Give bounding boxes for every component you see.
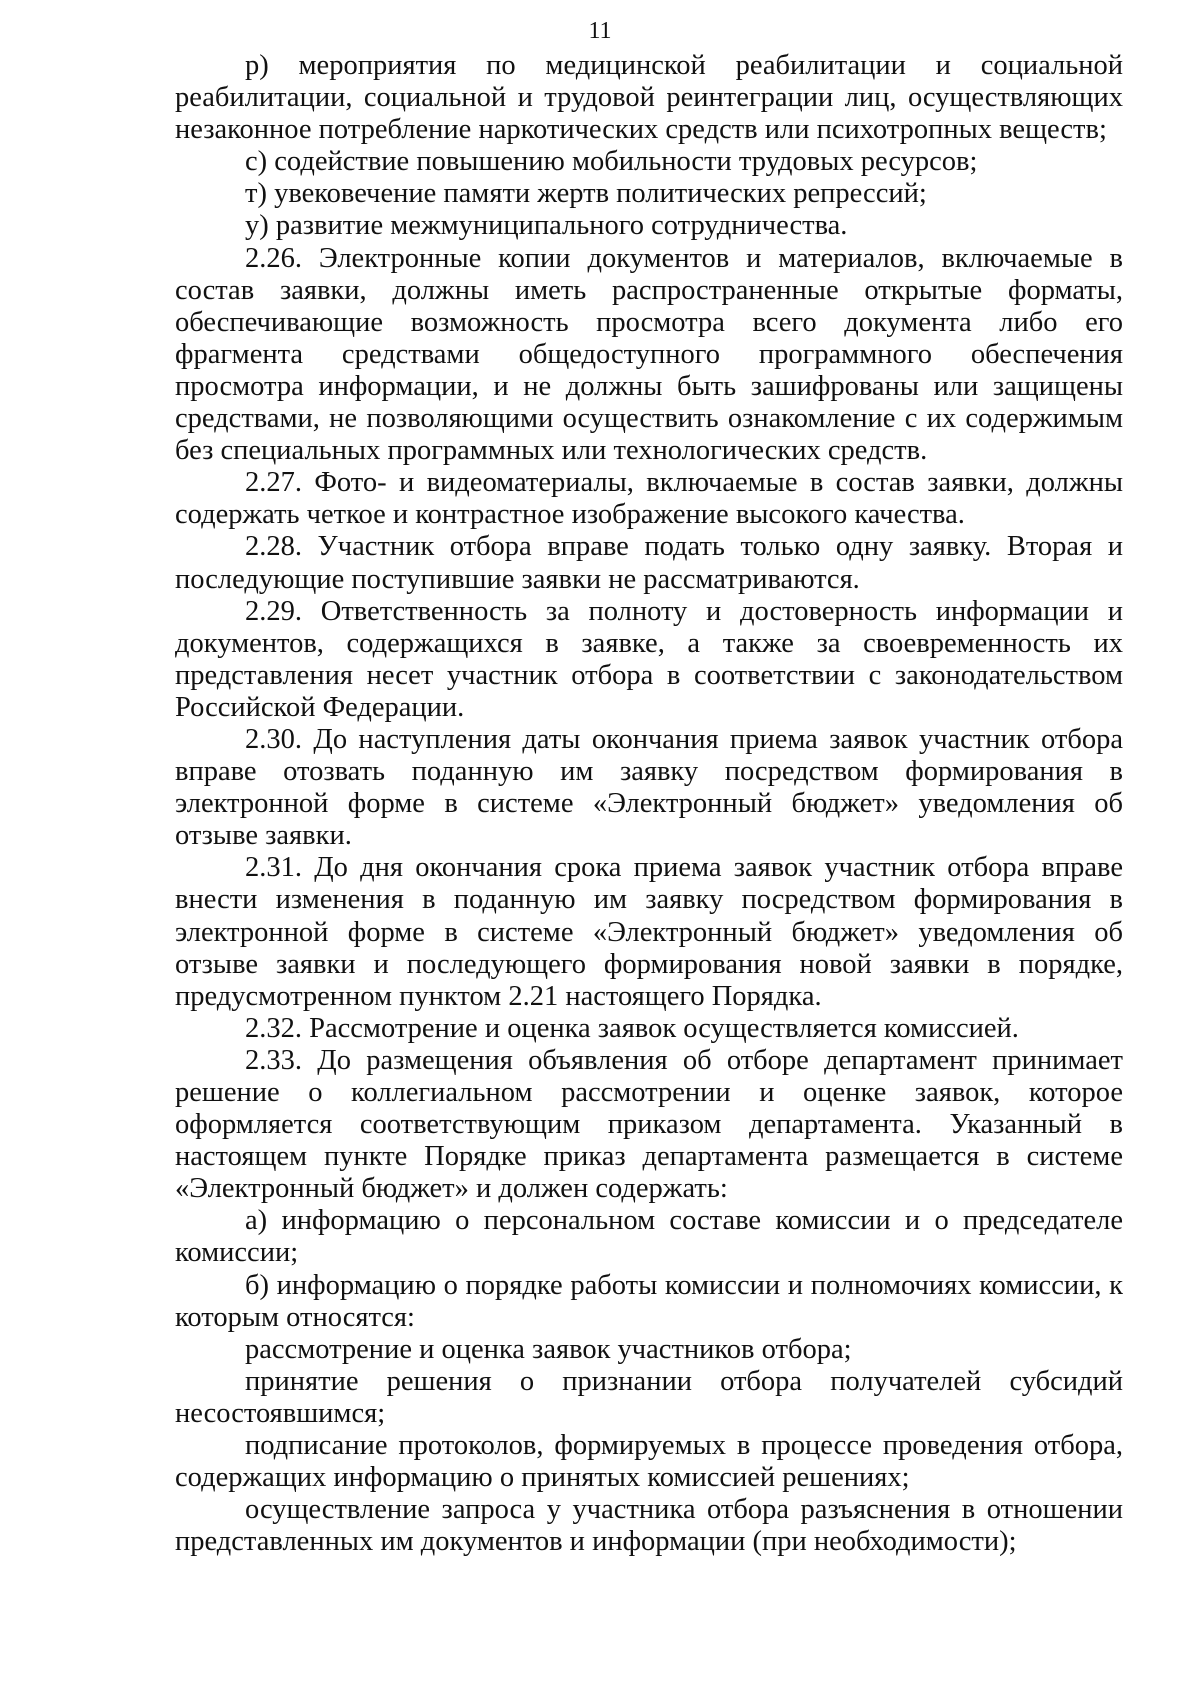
paragraph-item-r: р) мероприятия по медицинской реабилитации и социальной реабилитации, социальной и трудовой реинтеграции лиц, осуществляющих незаконное потребление наркотических средств или психотропных веществ; xyxy=(175,50,1123,146)
paragraph-2-28: 2.28. Участник отбора вправе подать только одну заявку. Вторая и последующие поступившие заявки не рассматриваются. xyxy=(175,531,1123,595)
commission-power-item: подписание протоколов, формируемых в процессе проведения отбора, содержащих информацию о принятых комиссией решениях; xyxy=(175,1430,1123,1494)
paragraph-2-33-b: б) информацию о порядке работы комиссии и полномочиях комиссии, к которым относятся: xyxy=(175,1269,1123,1333)
paragraph-2-26: 2.26. Электронные копии документов и материалов, включаемые в состав заявки, должны иметь распространенные открытые форматы, обеспечивающие возможность просмотра всего документа либо его фрагмента средствами общедоступного программного обеспечения просмотра информации, и не должны быть зашифрованы или защищены средствами, не позволяющими осуществить ознакомление с их содержимым без специальных программных или технологических средств. xyxy=(175,242,1123,467)
paragraph-item-t: т) увековечение памяти жертв политических репрессий; xyxy=(245,178,927,210)
paragraph-2-31: 2.31. До дня окончания срока приема заявок участник отбора вправе внести изменения в поданную им заявку посредством формирования в электронной форме в системе «Электронный бюджет» уведомления об отзыве заявки и последующего формирования новой заявки в порядке, предусмотренном пунктом 2.21 настоящего Порядка. xyxy=(175,852,1123,1012)
paragraph-item-s: с) содействие повышению мобильности трудовых ресурсов; xyxy=(245,146,978,178)
paragraph-2-30: 2.30. До наступления даты окончания приема заявок участник отбора вправе отозвать поданную им заявку посредством формирования в электронной форме в системе «Электронный бюджет» уведомления об отзыве заявки. xyxy=(175,723,1123,852)
page-number: 11 xyxy=(588,18,612,44)
commission-power-item: принятие решения о признании отбора получателей субсидий несостоявшимся; xyxy=(175,1365,1123,1429)
paragraph-2-29: 2.29. Ответственность за полноту и достоверность информации и документов, содержащихся в заявке, а также за своевременность их представления несет участник отбора в соответствии с законодательством Российской Федерации. xyxy=(175,595,1123,723)
commission-power-item: осуществление запроса у участника отбора разъяснения в отношении представленных им документов и информации (при необходимости); xyxy=(175,1494,1123,1558)
document-body xyxy=(175,50,1123,1558)
paragraph-2-33: 2.33. До размещения объявления об отборе департамент принимает решение о коллегиальном рассмотрении и оценке заявок, которое оформляется соответствующим приказом департамента. Указанный в настоящем пункте Порядке приказ департамента размещается в системе «Электронный бюджет» и должен содержать: xyxy=(175,1044,1123,1205)
paragraph-2-27: 2.27. Фото- и видеоматериалы, включаемые в состав заявки, должны содержать четкое и контрастное изображение высокого качества. xyxy=(175,467,1123,531)
paragraph-2-32: 2.32. Рассмотрение и оценка заявок осуществляется комиссией. xyxy=(245,1012,1019,1044)
paragraph-2-33-a: а) информацию о персональном составе комиссии и о председателе комиссии; xyxy=(175,1205,1123,1269)
commission-power-item: рассмотрение и оценка заявок участников отбора; xyxy=(245,1333,852,1365)
paragraph-item-u: у) развитие межмуниципального сотрудничества. xyxy=(245,210,848,242)
